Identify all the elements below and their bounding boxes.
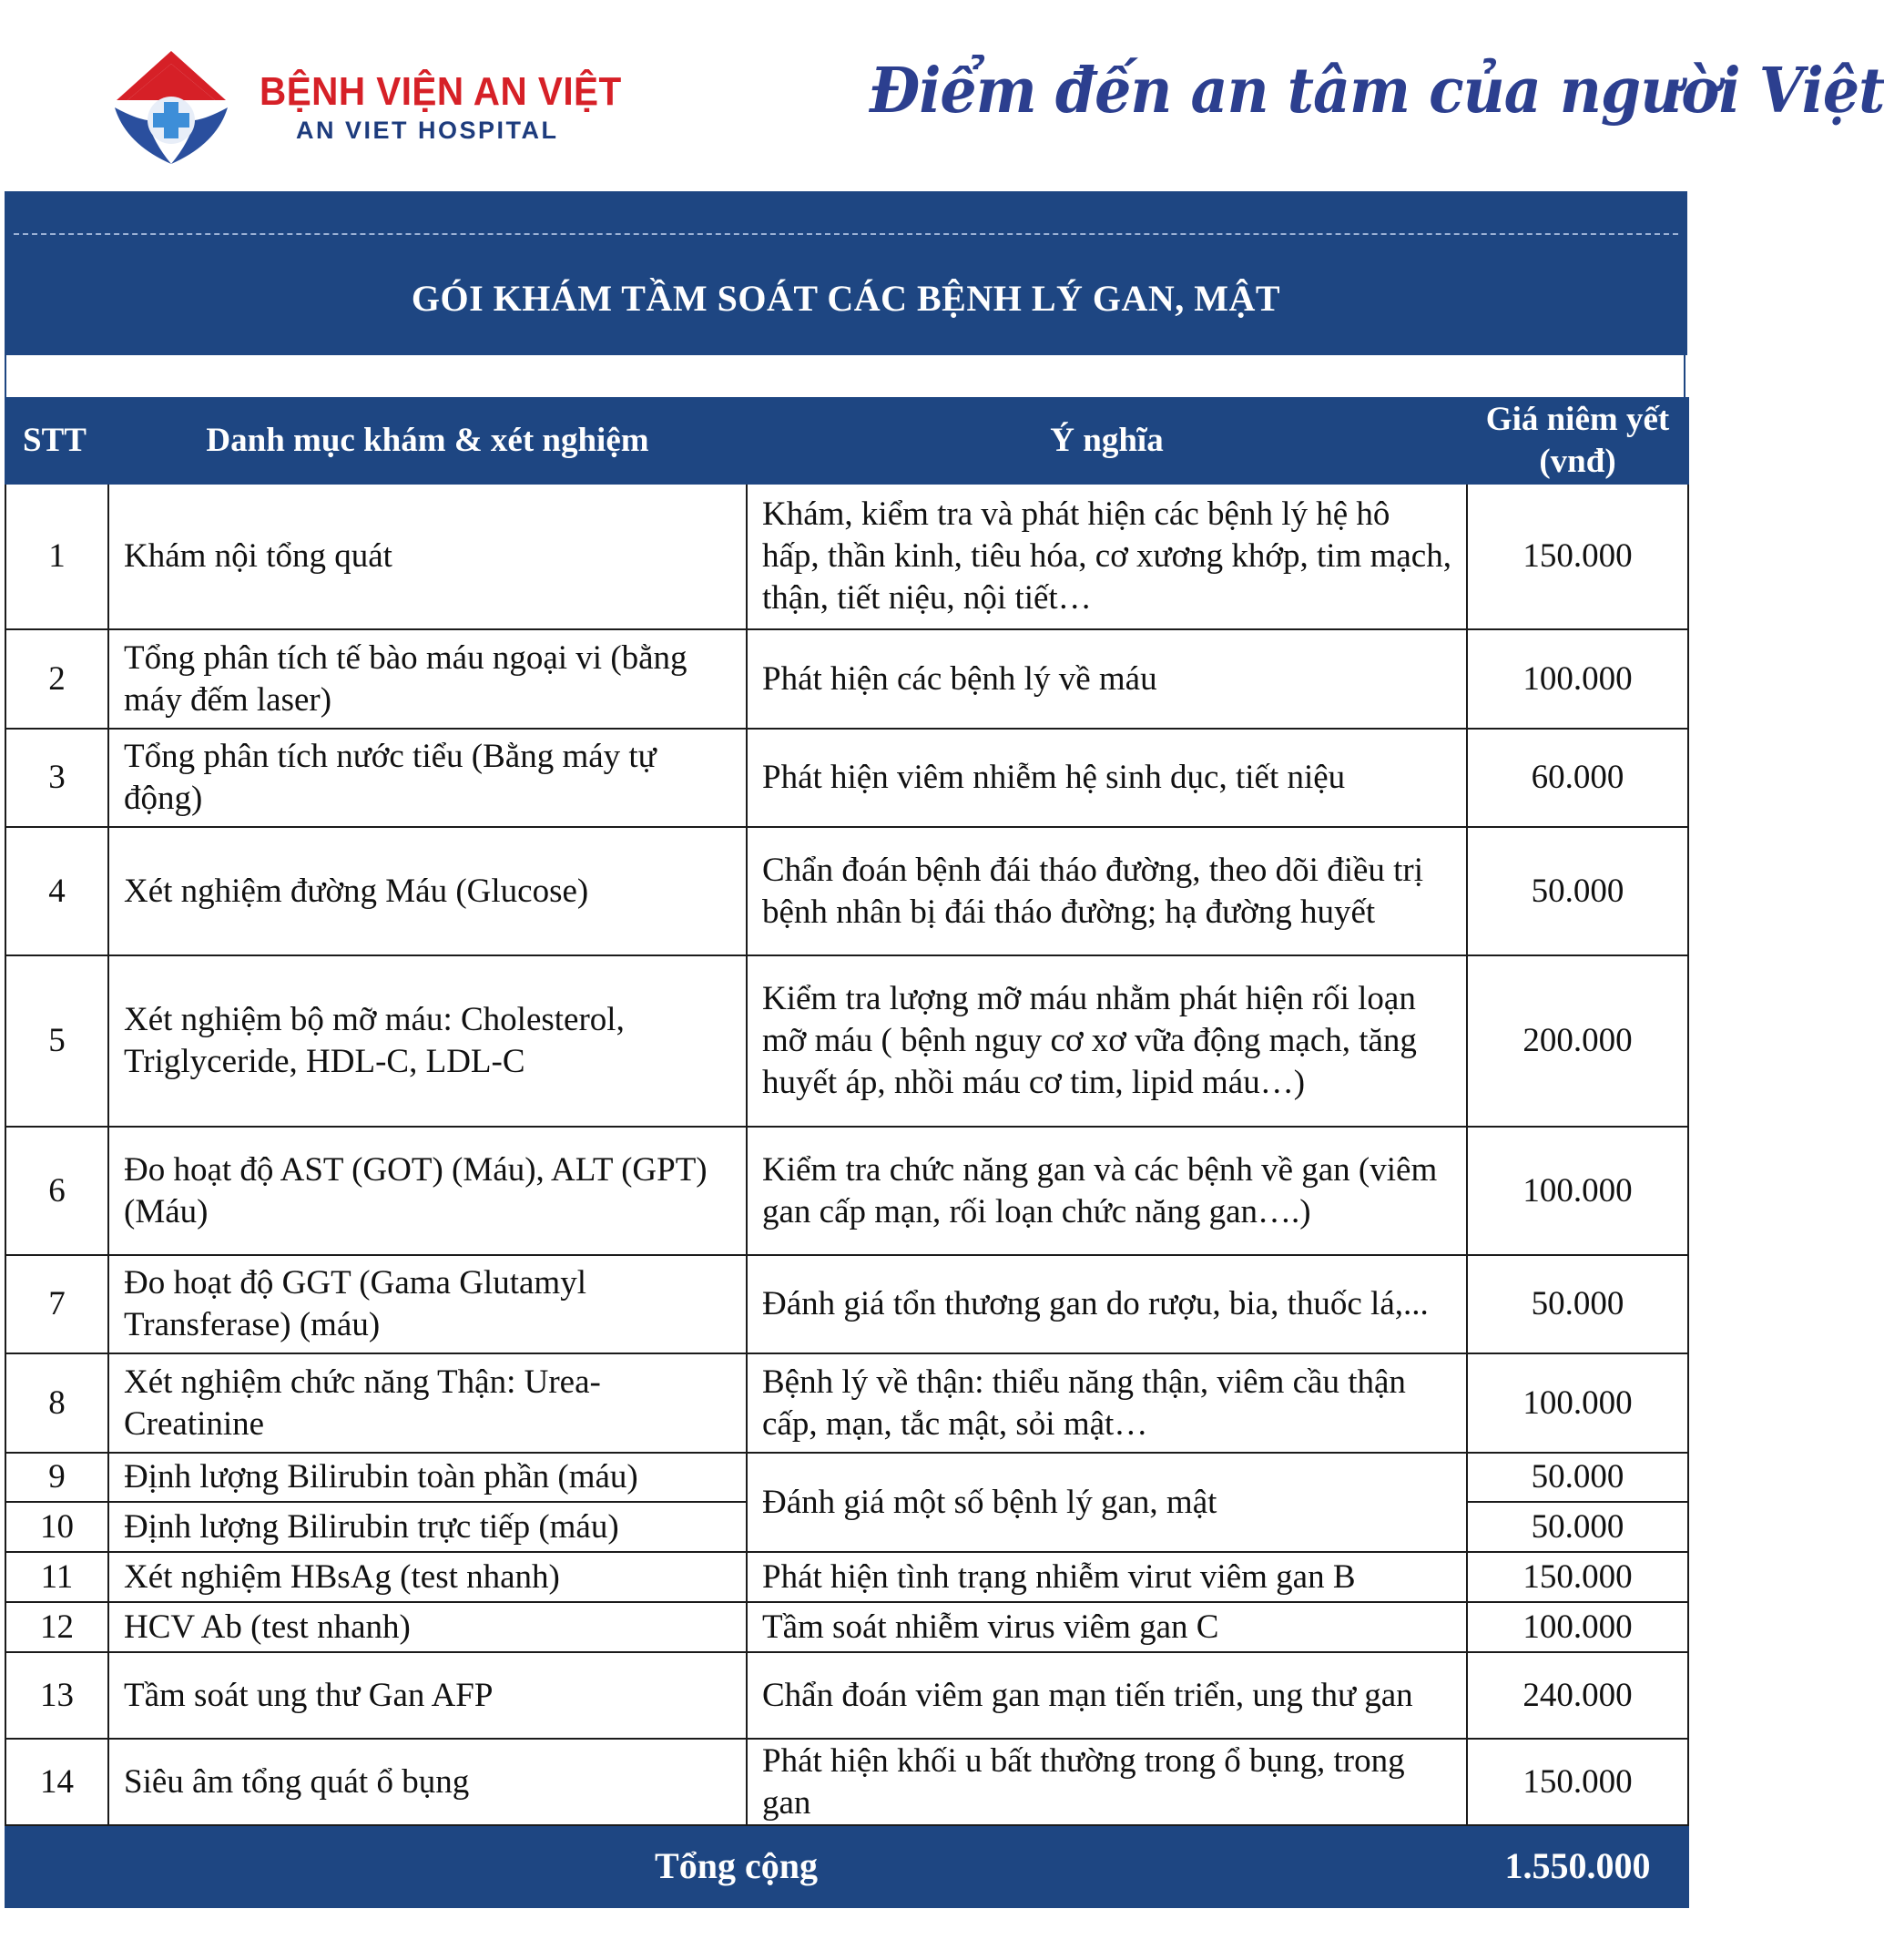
row-item: Đo hoạt độ GGT (Gama Glutamyl Transferase) (máu) bbox=[108, 1255, 747, 1353]
hospital-name-en: AN VIET HOSPITAL bbox=[296, 117, 559, 144]
row-price: 50.000 bbox=[1467, 1453, 1688, 1502]
row-stt: 13 bbox=[5, 1652, 108, 1739]
row-stt: 5 bbox=[5, 955, 108, 1127]
table-row bbox=[5, 1602, 1688, 1652]
row-meaning: Phát hiện viêm nhiễm hệ sinh dục, tiết niệu bbox=[747, 729, 1467, 827]
table-row bbox=[5, 729, 1688, 827]
row-item: Tầm soát ung thư Gan AFP bbox=[108, 1652, 747, 1739]
table-row bbox=[5, 1652, 1688, 1739]
row-meaning: Đánh giá một số bệnh lý gan, mật bbox=[747, 1453, 1467, 1552]
table-row bbox=[5, 955, 1688, 1127]
table-row bbox=[5, 1353, 1688, 1453]
table-row bbox=[5, 1255, 1688, 1353]
row-stt: 2 bbox=[5, 629, 108, 729]
row-price: 100.000 bbox=[1467, 1602, 1688, 1652]
row-meaning: Bệnh lý về thận: thiểu năng thận, viêm cầu thận cấp, mạn, tắc mật, sỏi mật… bbox=[747, 1353, 1467, 1453]
row-meaning: Kiểm tra chức năng gan và các bệnh về gan (viêm gan cấp mạn, rối loạn chức năng gan….) bbox=[747, 1127, 1467, 1255]
row-price: 100.000 bbox=[1467, 629, 1688, 729]
row-meaning: Chẩn đoán viêm gan mạn tiến triển, ung thư gan bbox=[747, 1652, 1467, 1739]
col-header-price: Giá niêm yết (vnđ) bbox=[1467, 398, 1688, 484]
row-meaning: Phát hiện tình trạng nhiễm virut viêm gan B bbox=[747, 1552, 1467, 1602]
table-row bbox=[5, 1552, 1688, 1602]
row-stt: 12 bbox=[5, 1602, 108, 1652]
row-item: Tổng phân tích nước tiểu (Bằng máy tự động) bbox=[108, 729, 747, 827]
row-meaning: Phát hiện các bệnh lý về máu bbox=[747, 629, 1467, 729]
row-item: Xét nghiệm HBsAg (test nhanh) bbox=[108, 1552, 747, 1602]
row-stt: 11 bbox=[5, 1552, 108, 1602]
row-item: Đo hoạt độ AST (GOT) (Máu), ALT (GPT) (Máu) bbox=[108, 1127, 747, 1255]
table-header-row bbox=[5, 398, 1688, 484]
row-item: Định lượng Bilirubin trực tiếp (máu) bbox=[108, 1502, 747, 1552]
row-meaning: Kiểm tra lượng mỡ máu nhằm phát hiện rối loạn mỡ máu ( bệnh nguy cơ xơ vữa động mạch, tăng huyết áp, nhồi máu cơ tim, lipid máu…) bbox=[747, 955, 1467, 1127]
table-row bbox=[5, 484, 1688, 629]
row-stt: 10 bbox=[5, 1502, 108, 1552]
slogan: Điểm đến an tâm của người Việt bbox=[870, 55, 1884, 128]
row-stt: 1 bbox=[5, 484, 108, 629]
table-row bbox=[5, 1739, 1688, 1825]
row-price: 50.000 bbox=[1467, 1255, 1688, 1353]
row-stt: 8 bbox=[5, 1353, 108, 1453]
row-stt: 7 bbox=[5, 1255, 108, 1353]
table-row bbox=[5, 629, 1688, 729]
row-stt: 9 bbox=[5, 1453, 108, 1502]
col-header-meaning: Ý nghĩa bbox=[747, 398, 1467, 484]
col-header-stt: STT bbox=[5, 398, 108, 484]
row-meaning: Đánh giá tổn thương gan do rượu, bia, thuốc lá,... bbox=[747, 1255, 1467, 1353]
total-value: 1.550.000 bbox=[1467, 1825, 1688, 1907]
row-price: 100.000 bbox=[1467, 1127, 1688, 1255]
row-price: 100.000 bbox=[1467, 1353, 1688, 1453]
row-item: Khám nội tổng quát bbox=[108, 484, 747, 629]
row-meaning: Khám, kiểm tra và phát hiện các bệnh lý hệ hô hấp, thần kinh, tiêu hóa, cơ xương khớp, tim mạch, thận, tiết niệu, nội tiết… bbox=[747, 484, 1467, 629]
row-stt: 4 bbox=[5, 827, 108, 955]
page-title: GÓI KHÁM TẦM SOÁT CÁC BỆNH LÝ GAN, MẬT bbox=[411, 278, 1281, 319]
table-row bbox=[5, 827, 1688, 955]
row-price: 150.000 bbox=[1467, 1552, 1688, 1602]
row-price: 50.000 bbox=[1467, 827, 1688, 955]
row-stt: 3 bbox=[5, 729, 108, 827]
total-label: Tổng cộng bbox=[5, 1825, 1467, 1907]
row-item: Tổng phân tích tế bào máu ngoại vi (bằng máy đếm laser) bbox=[108, 629, 747, 729]
price-table bbox=[5, 397, 1689, 1908]
row-price: 240.000 bbox=[1467, 1652, 1688, 1739]
row-meaning: Chẩn đoán bệnh đái tháo đường, theo dõi điều trị bệnh nhân bị đái tháo đường; hạ đường huyết bbox=[747, 827, 1467, 955]
row-item: Xét nghiệm chức năng Thận: Urea-Creatinine bbox=[108, 1353, 747, 1453]
row-stt: 14 bbox=[5, 1739, 108, 1825]
row-price: 50.000 bbox=[1467, 1502, 1688, 1552]
spacer-row bbox=[5, 355, 1685, 397]
band-divider bbox=[14, 233, 1678, 235]
row-item: Xét nghiệm đường Máu (Glucose) bbox=[108, 827, 747, 955]
row-item: HCV Ab (test nhanh) bbox=[108, 1602, 747, 1652]
row-price: 200.000 bbox=[1467, 955, 1688, 1127]
title-band bbox=[5, 191, 1687, 355]
page-header bbox=[0, 0, 1884, 187]
row-price: 150.000 bbox=[1467, 484, 1688, 629]
row-meaning: Phát hiện khối u bất thường trong ổ bụng, trong gan bbox=[747, 1739, 1467, 1825]
row-meaning: Tầm soát nhiễm virus viêm gan C bbox=[747, 1602, 1467, 1652]
row-item: Siêu âm tổng quát ổ bụng bbox=[108, 1739, 747, 1825]
table-row bbox=[5, 1453, 1688, 1502]
row-stt: 6 bbox=[5, 1127, 108, 1255]
col-header-item: Danh mục khám & xét nghiệm bbox=[108, 398, 747, 484]
row-item: Xét nghiệm bộ mỡ máu: Cholesterol, Triglyceride, HDL-C, LDL-C bbox=[108, 955, 747, 1127]
hospital-cross-logo-icon bbox=[107, 44, 235, 171]
row-item: Định lượng Bilirubin toàn phần (máu) bbox=[108, 1453, 747, 1502]
table-row bbox=[5, 1127, 1688, 1255]
total-row bbox=[5, 1825, 1688, 1907]
row-price: 150.000 bbox=[1467, 1739, 1688, 1825]
row-price: 60.000 bbox=[1467, 729, 1688, 827]
hospital-name: BỆNH VIỆN AN VIỆT bbox=[260, 69, 622, 114]
